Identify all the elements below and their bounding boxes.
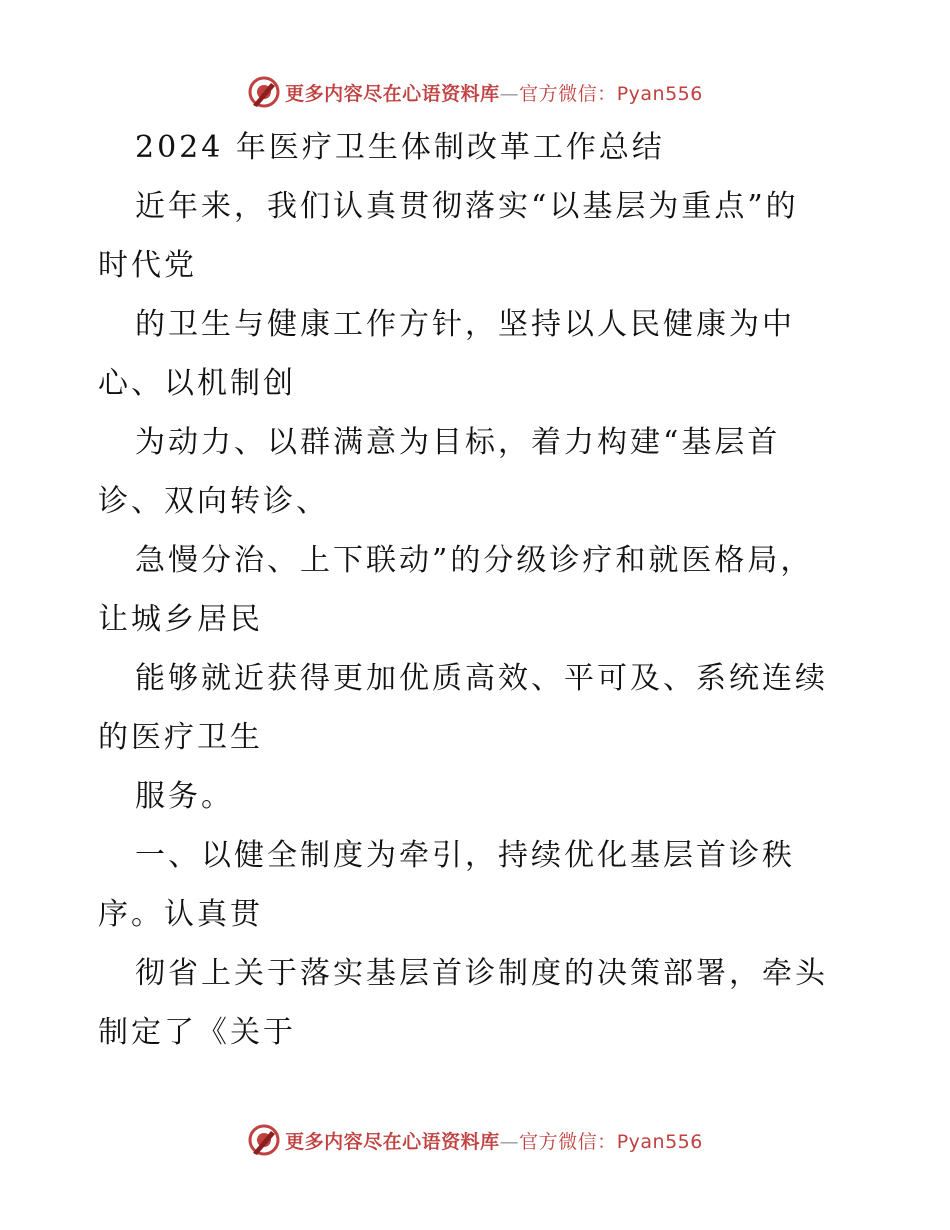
document-title: 2024 年医疗卫生体制改革工作总结 bbox=[135, 130, 665, 165]
text-line: 时代党 bbox=[98, 248, 197, 283]
header-watermark bbox=[0, 72, 950, 112]
text-line: 诊、双向转诊、 bbox=[98, 484, 329, 519]
text-line: 服务。 bbox=[135, 779, 234, 814]
text-line: 序。认真贯 bbox=[98, 897, 263, 932]
text-line: 制定了《关于 bbox=[98, 1015, 296, 1050]
watermark-official: 官方微信： bbox=[519, 82, 617, 105]
watermark-main: 更多内容尽在心语资料库 bbox=[285, 82, 500, 105]
text-line: 的医疗卫生 bbox=[98, 720, 263, 755]
watermark-dash: — bbox=[499, 82, 520, 105]
watermark-id: Pyan556 bbox=[616, 1130, 703, 1153]
text-line: 急慢分治、上下联动”的分级诊疗和就医格局， bbox=[135, 543, 814, 578]
text-line: 近年来，我们认真贯彻落实“以基层为重点”的 bbox=[135, 189, 799, 224]
text-line: 让城乡居民 bbox=[98, 602, 263, 637]
text-line: 彻省上关于落实基层首诊制度的决策部署，牵头 bbox=[135, 956, 828, 991]
text-line: 能够就近获得更加优质高效、平可及、系统连续 bbox=[135, 661, 828, 696]
pen-logo-icon bbox=[247, 1123, 281, 1157]
footer-watermark bbox=[0, 1120, 950, 1160]
section-heading-line: 一、以健全制度为牵引，持续优化基层首诊秩 bbox=[135, 838, 795, 873]
watermark-dash: — bbox=[499, 1130, 520, 1153]
watermark-text bbox=[285, 1127, 703, 1154]
text-line: 心、以机制创 bbox=[98, 366, 296, 401]
document-body bbox=[98, 118, 858, 1062]
watermark-official: 官方微信： bbox=[519, 1130, 617, 1153]
text-line: 为动力、以群满意为目标，着力构建“基层首 bbox=[135, 425, 781, 460]
watermark-text bbox=[285, 79, 703, 106]
watermark-main: 更多内容尽在心语资料库 bbox=[285, 1130, 500, 1153]
pen-logo-icon bbox=[247, 75, 281, 109]
watermark-id: Pyan556 bbox=[616, 82, 703, 105]
text-line: 的卫生与健康工作方针，坚持以人民健康为中 bbox=[135, 307, 795, 342]
